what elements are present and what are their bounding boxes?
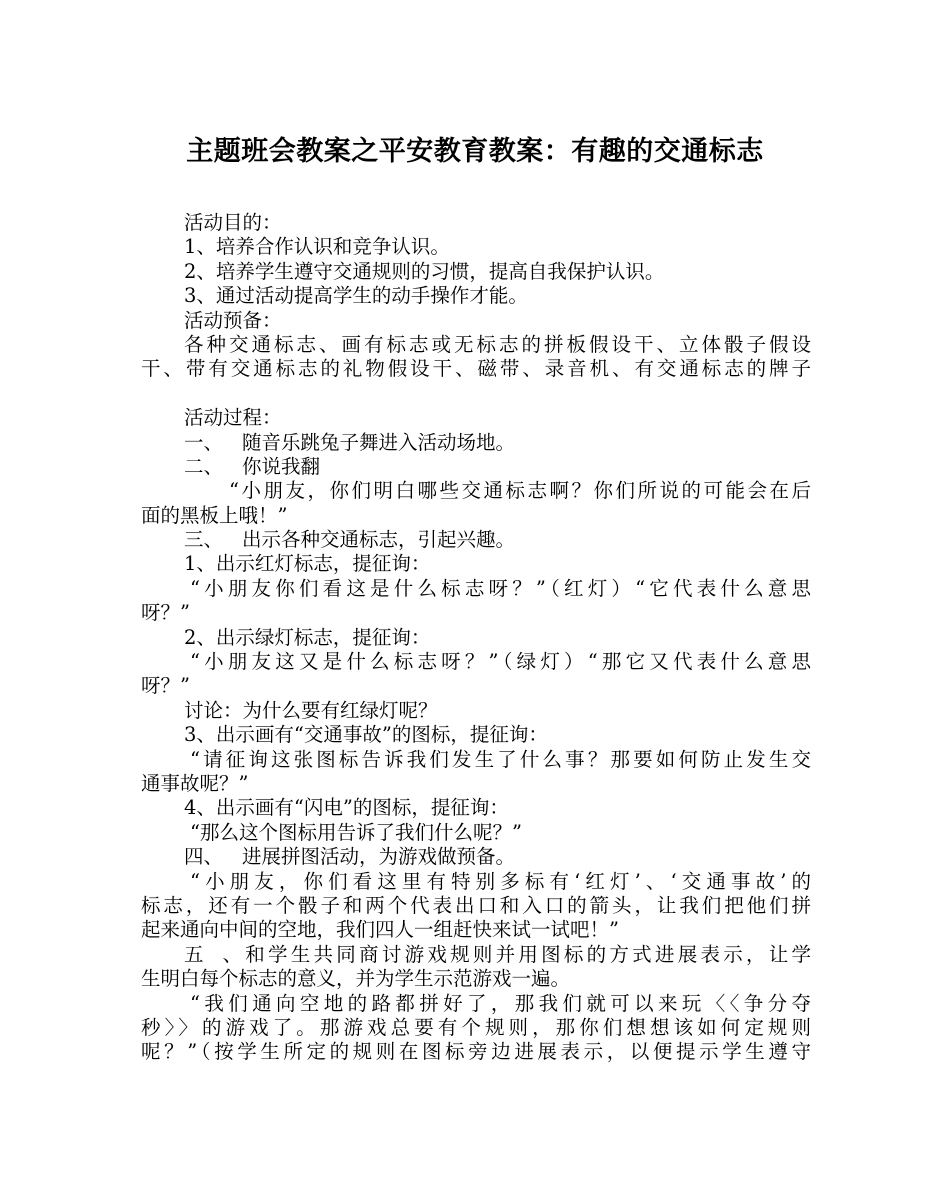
step-numeral: 五、 (184, 942, 242, 966)
paragraph-line: 秒〉〉的游戏了。那游戏总要有个规则，那你们想想该如何定规则 (141, 1015, 811, 1039)
paragraph-line: “小朋友，你们明白哪些交通标志啊？你们所说的可能会在后 (229, 479, 811, 503)
step-numeral: 三、 (184, 528, 224, 552)
step-numeral: 一、 (184, 430, 224, 454)
paragraph-line: 标志，还有一个骰子和两个代表出口和入口的箭头，让我们把他们拼 (141, 893, 811, 917)
step-3 (141, 528, 811, 552)
paragraph-line: “小朋友这又是什么标志呀？”（绿灯）“那它又代表什么意思 (190, 650, 811, 674)
paragraph-line: “请征询这张图标告诉我们发生了什么事？那要如何防止发生交 (190, 747, 811, 771)
paragraph-line: “小朋友，你们看这里有特别多标有‘红灯’、‘交通事故’的 (190, 869, 811, 893)
step-text: 和学生共同商讨游戏规则并用图标的方式进展表示，让学 (242, 942, 811, 966)
paragraph-line: 讨论：为什么要有红绿灯呢？ (184, 698, 438, 722)
document-body (141, 211, 811, 1065)
goal-item-2: 2、培养学生遵守交通规则的习惯，提高自我保护认识。 (184, 259, 665, 283)
goal-item-3: 3、通过活动提高学生的动手操作才能。 (184, 284, 528, 308)
step-text: 随音乐跳兔子舞进入活动场地。 (242, 430, 516, 454)
paragraph-line: 呀？” (141, 674, 190, 698)
paragraph-line: 2、出示绿灯标志，提征询： (184, 625, 431, 649)
step-1 (141, 431, 811, 455)
paragraph-line: “我们通向空地的路都拼好了，那我们就可以来玩〈〈争分夺 (190, 991, 811, 1015)
paragraph-line: 呢？”（按学生所定的规则在图标旁边进展表示，以便提示学生遵守 (141, 1040, 811, 1064)
goal-item-1: 1、培养合作认识和竞争认识。 (184, 235, 450, 259)
preparation-text-line-1: 各种交通标志、画有标志或无标志的拼板假设干、立体骰子假设 (184, 332, 811, 356)
paragraph-line: 1、出示红灯标志，提征询： (184, 552, 431, 576)
section-heading-preparation: 活动预备： (184, 308, 282, 332)
paragraph-line: 面的黑板上哦！” (141, 503, 288, 527)
paragraph-line: “那么这个图标用告诉了我们什么呢？” (190, 820, 522, 844)
preparation-text-line-2: 干、带有交通标志的礼物假设干、磁带、录音机、有交通标志的牌子 (141, 357, 811, 381)
paragraph-line: 起来通向中间的空地，我们四人一组赶快来试一试吧！” (141, 918, 619, 942)
section-heading-goals: 活动目的： (184, 211, 282, 234)
step-numeral: 四、 (184, 845, 224, 869)
step-text: 进展拼图活动，为游戏做预备。 (242, 845, 516, 869)
paragraph-line: 通事故呢？” (141, 771, 249, 795)
paragraph-line: 4、出示画有“闪电”的图标，提征询： (184, 796, 509, 820)
blank-line (141, 382, 811, 406)
section-heading-process: 活动过程： (184, 406, 282, 430)
paragraph-line: “小朋友你们看这是什么标志呀？”（红灯）“它代表什么意思 (190, 576, 811, 600)
paragraph-line: 生明白每个标志的意义，并为学生示范游戏一遍。 (141, 967, 571, 991)
paragraph-line: 3、出示画有“交通事故”的图标，提征询： (184, 723, 548, 747)
step-text: 出示各种交通标志，引起兴趣。 (242, 528, 516, 552)
step-5 (141, 943, 811, 967)
step-2 (141, 455, 811, 479)
step-text: 你说我翻 (242, 454, 321, 478)
document-title: 主题班会教案之平安教育教案：有趣的交通标志 (186, 136, 764, 167)
step-4 (141, 845, 811, 869)
paragraph-line: 呀？” (141, 601, 190, 625)
step-numeral: 二、 (184, 454, 224, 478)
